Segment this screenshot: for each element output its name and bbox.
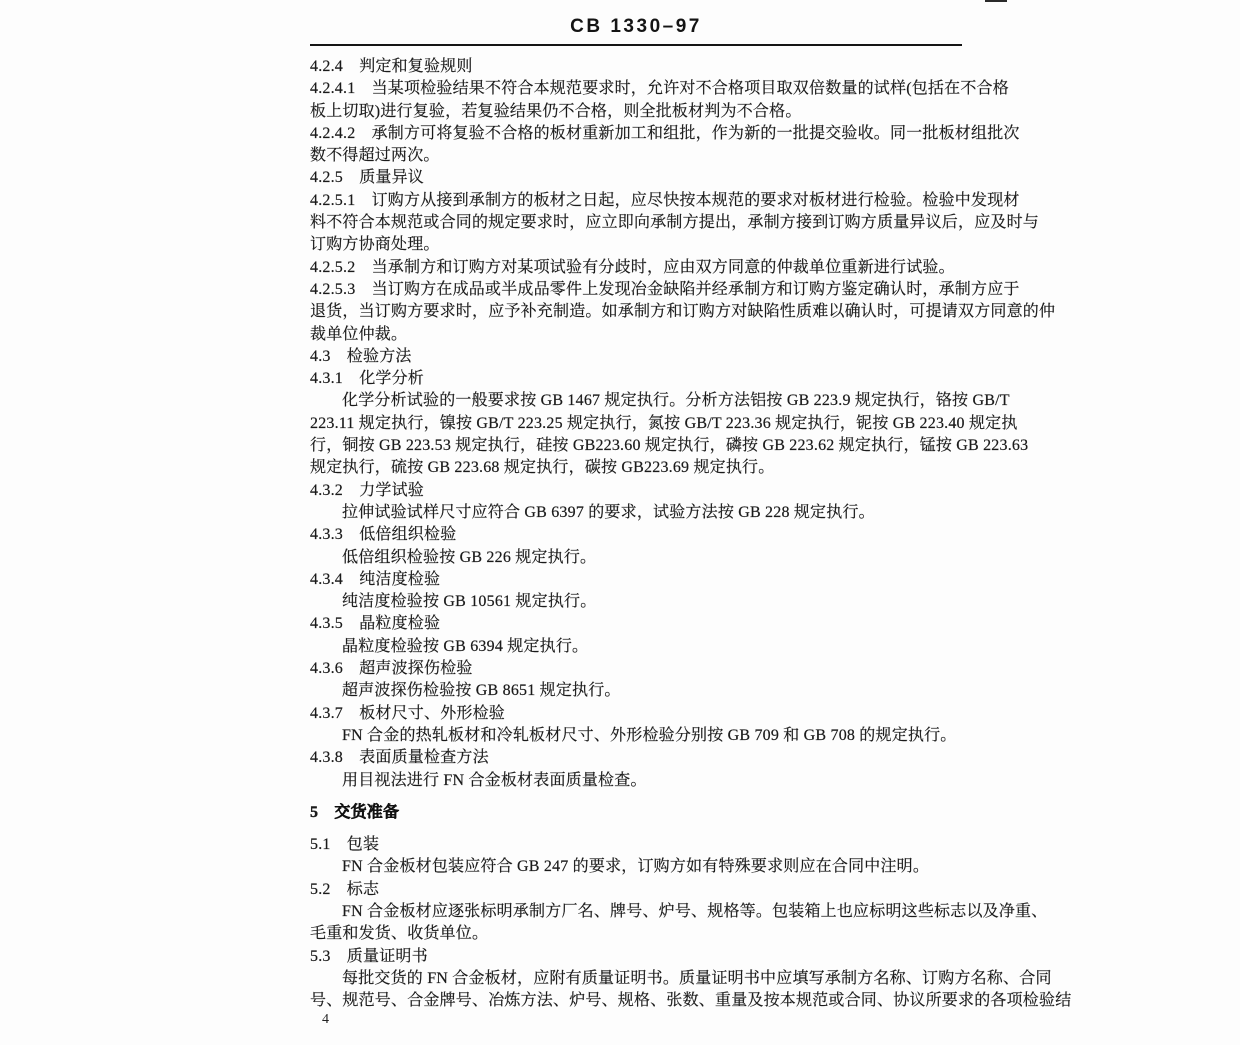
section-heading-4-3-1: 4.3.1 化学分析 <box>310 370 425 388</box>
paragraph-line: 板上切取)进行复验，若复验结果仍不合格，则全批板材判为不合格。 <box>310 102 802 120</box>
paragraph-line: 毛重和发货、收货单位。 <box>310 925 489 943</box>
paragraph-line: 4.2.4.1 当某项检验结果不符合本规范要求时，允许对不合格项目取双倍数量的试样(包括在不合格 <box>310 80 1009 98</box>
paragraph-line: 号、规范号、合金牌号、冶炼方法、炉号、规格、张数、重量及按本规范或合同、协议所要求的各项检验结 <box>310 992 1072 1010</box>
section-heading-4-3-6: 4.3.6 超声波探伤检验 <box>310 660 473 678</box>
paragraph-line: FN 合金板材应逐张标明承制方厂名、牌号、炉号、规格等。包装箱上也应标明这些标志以及净重、 <box>342 902 1048 920</box>
paragraph-line: 化学分析试验的一般要求按 GB 1467 规定执行。分析方法铝按 GB 223.9 规定执行，铬按 GB/T <box>342 392 1010 410</box>
paragraph-line: 拉伸试验试样尺寸应符合 GB 6397 的要求，试验方法按 GB 228 规定执行。 <box>342 503 875 521</box>
section-heading-4-3-3: 4.3.3 低倍组织检验 <box>310 526 457 544</box>
paragraph-line: 4.2.5.3 当订购方在成品或半成品零件上发现冶金缺陷并经承制方和订购方鉴定确认时，承制方应于 <box>310 280 1020 298</box>
paragraph-line: 裁单位仲裁。 <box>310 325 408 343</box>
section-heading-5-2: 5.2 标志 <box>310 880 380 898</box>
section-heading-4-3-7: 4.3.7 板材尺寸、外形检验 <box>310 704 506 722</box>
section-heading-4-3-2: 4.3.2 力学试验 <box>310 481 425 499</box>
paragraph-line: 用目视法进行 FN 合金板材表面质量检查。 <box>342 771 647 789</box>
paragraph-line: 低倍组织检验按 GB 226 规定执行。 <box>342 548 597 566</box>
document-body <box>310 16 1072 1012</box>
header-rule <box>310 44 962 46</box>
section-heading-5-3: 5.3 质量证明书 <box>310 947 428 965</box>
paragraph-line: FN 合金板材包装应符合 GB 247 的要求，订购方如有特殊要求则应在合同中注明。 <box>342 858 930 876</box>
paragraph-line: 超声波探伤检验按 GB 8651 规定执行。 <box>342 682 621 700</box>
paragraph-line: 订购方协商处理。 <box>310 236 440 254</box>
section-heading-4-2-5: 4.2.5 质量异议 <box>310 169 425 187</box>
paragraph-line: 4.2.4.2 承制方可将复验不合格的板材重新加工和组批，作为新的一批提交验收。同一批板材组批次 <box>310 124 1020 142</box>
paragraph-line: 行，铜按 GB 223.53 规定执行，硅按 GB223.60 规定执行，磷按 GB 223.62 规定执行，锰按 GB 223.63 <box>310 437 1029 455</box>
paragraph-line: 223.11 规定执行，镍按 GB/T 223.25 规定执行，氮按 GB/T 223.36 规定执行，铌按 GB 223.40 规定执 <box>310 414 1018 432</box>
section-heading-5: 5 交货准备 <box>310 803 400 821</box>
paragraph-line: 数不得超过两次。 <box>310 147 440 165</box>
page-number: 4 <box>322 1012 329 1027</box>
section-heading-4-3: 4.3 检验方法 <box>310 347 412 365</box>
paragraph-line: FN 合金的热轧板材和冷轧板材尺寸、外形检验分别按 GB 709 和 GB 708 的规定执行。 <box>342 726 957 744</box>
paragraph-line: 料不符合本规范或合同的规定要求时，应立即向承制方提出，承制方接到订购方质量异议后，应及时与 <box>310 214 1040 232</box>
paragraph-line: 每批交货的 FN 合金板材，应附有质量证明书。质量证明书中应填写承制方名称、订购方名称、合同 <box>342 969 1052 987</box>
section-heading-4-2-4: 4.2.4 判定和复验规则 <box>310 58 473 75</box>
paragraph-line: 晶粒度检验按 GB 6394 规定执行。 <box>342 637 589 655</box>
paragraph-line: 退货，当订购方要求时，应予补充制造。如承制方和订购方对缺陷性质难以确认时，可提请双方同意的仲 <box>310 303 1056 321</box>
section-heading-4-3-5: 4.3.5 晶粒度检验 <box>310 615 441 633</box>
scan-artifact <box>985 0 1007 2</box>
section-heading-5-1: 5.1 包装 <box>310 836 380 854</box>
paragraph-line: 规定执行，硫按 GB 223.68 规定执行，碳按 GB223.69 规定执行。 <box>310 459 775 477</box>
paragraph-line: 纯洁度检验按 GB 10561 规定执行。 <box>342 593 597 611</box>
section-heading-4-3-8: 4.3.8 表面质量检查方法 <box>310 749 489 767</box>
section-heading-4-3-4: 4.3.4 纯洁度检验 <box>310 570 441 588</box>
paragraph-line: 4.2.5.2 当承制方和订购方对某项试验有分歧时，应由双方同意的仲裁单位重新进行试验。 <box>310 258 955 276</box>
paragraph-line: 4.2.5.1 订购方从接到承制方的板材之日起，应尽快按本规范的要求对板材进行检验。检验中发现材 <box>310 191 1020 209</box>
doc-number: CB 1330–97 <box>570 16 702 37</box>
